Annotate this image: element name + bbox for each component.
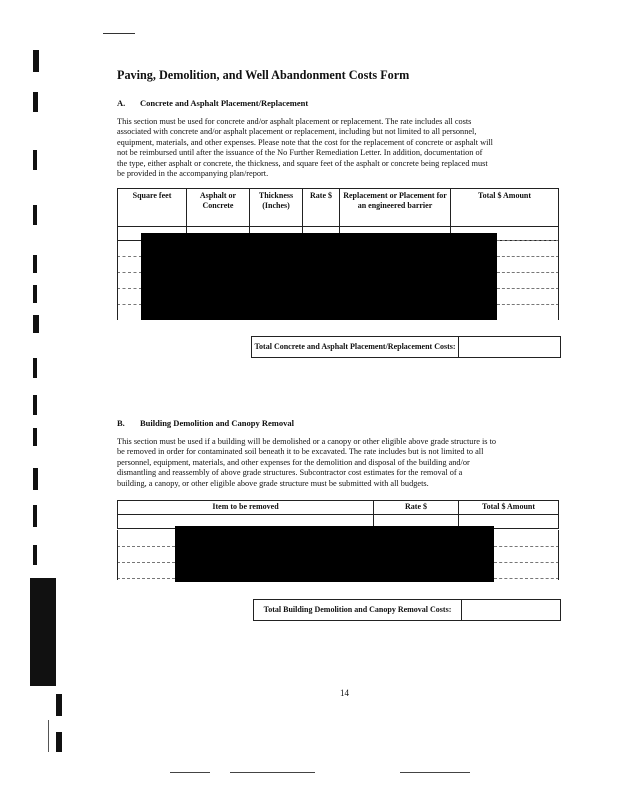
col-header-total-amount: Total $ Amount (459, 501, 559, 515)
section-b-letter: B. (117, 418, 125, 428)
section-a-total-box (251, 336, 561, 358)
scan-mark (33, 150, 37, 170)
section-a-heading: Concrete and Asphalt Placement/Replacement (140, 98, 309, 108)
row-line (117, 546, 175, 547)
row-line (497, 240, 559, 241)
paragraph-line: not be reimbursed until after the issuance of the No Further Remediation Letter. In addition, documentation of (117, 148, 483, 158)
table-right-border (558, 530, 559, 580)
table-left-border (117, 530, 118, 580)
scan-mark (33, 505, 37, 527)
section-b-table (117, 500, 559, 529)
row-line (117, 578, 175, 579)
row-line (117, 304, 142, 305)
scan-mark (48, 720, 49, 752)
scan-mark (33, 315, 39, 333)
footer-rule (170, 772, 210, 773)
paragraph-line: This section must be used if a building will be demolished or a canopy or other eligible above grade structure is to (117, 437, 497, 446)
col-header-item-to-be-removed: Item to be removed (118, 501, 374, 515)
section-a-letter: A. (117, 98, 126, 108)
footer-rule (230, 772, 315, 773)
paragraph-line: building, a canopy, or other eligible above grade structure must be submitted with all budgets. (117, 478, 429, 488)
section-b-total-value[interactable] (462, 600, 560, 620)
row-line (494, 562, 559, 563)
scan-mark (33, 205, 37, 225)
paragraph-line: dismantling and reassembly of above grade structures. Subcontractor cost estimates for the removal of a (117, 468, 463, 478)
row-line (117, 288, 142, 289)
col-header-total-amount: Total $ Amount (451, 189, 559, 227)
scan-mark (33, 395, 37, 415)
col-header-square-feet: Square feet (118, 189, 187, 227)
col-header-replacement-or-placement: Replacement or Placement for an engineered barrier (340, 189, 451, 227)
col-header-thickness: Thickness (Inches) (250, 189, 303, 227)
row-line (497, 304, 559, 305)
scan-mark (33, 545, 37, 565)
row-line (117, 256, 142, 257)
row-line (117, 272, 142, 273)
scan-mark (56, 694, 62, 716)
scan-mark (33, 50, 39, 72)
section-a-paragraph (117, 117, 557, 179)
row-line (494, 546, 559, 547)
header-rule (103, 33, 135, 34)
paragraph-line: personnel, equipment, materials, and other expenses for the demolition and disposal of the building and/or (117, 457, 470, 467)
scan-mark (33, 468, 38, 490)
paragraph-line: be removed in order for contaminated soil beneath it to be excavated. The rate includes but is not limited to all (117, 447, 484, 457)
scan-mark (33, 285, 37, 303)
section-b-heading: Building Demolition and Canopy Removal (140, 418, 294, 428)
table-left-border (117, 240, 118, 320)
col-header-rate: Rate $ (374, 501, 459, 515)
footer-rule (400, 772, 470, 773)
paragraph-line: equipment, materials, and other expenses. Please note that the cost for the replacement of concrete or asphalt will (117, 137, 493, 147)
section-a-total-label: Total Concrete and Asphalt Placement/Replacement Costs: (252, 337, 459, 357)
page-number: 14 (340, 688, 349, 698)
scan-mark (33, 428, 37, 446)
col-header-rate: Rate $ (303, 189, 340, 227)
redaction-block (141, 233, 497, 320)
row-line (117, 562, 175, 563)
paragraph-line: be provided in the accompanying plan/report. (117, 169, 269, 179)
paragraph-line: the type, either asphalt or concrete, the thickness, and square feet of the asphalt or concrete being replaced must (117, 158, 488, 168)
section-b-paragraph (117, 437, 557, 489)
scan-mark (33, 255, 37, 273)
row-line (497, 256, 559, 257)
section-b-total-label: Total Building Demolition and Canopy Removal Costs: (254, 600, 462, 620)
row-line (497, 272, 559, 273)
redaction-block (175, 526, 494, 582)
table-right-border (558, 240, 559, 320)
row-line (497, 288, 559, 289)
col-header-asphalt-or-concrete: Asphalt or Concrete (187, 189, 250, 227)
row-line (494, 578, 559, 579)
scan-mark (56, 732, 62, 752)
page-title: Paving, Demolition, and Well Abandonment Costs Form (117, 68, 410, 82)
scan-mark (33, 358, 37, 378)
paragraph-line: This section must be used for concrete and/or asphalt placement or replacement. The rate includes all costs (117, 117, 472, 126)
paragraph-line: associated with concrete and/or asphalt placement or replacement, including but not limited to all personnel, (117, 127, 477, 137)
scan-mark (33, 92, 38, 112)
section-b-total-box (253, 599, 561, 621)
scan-mark (30, 578, 56, 686)
section-a-total-value[interactable] (459, 337, 560, 357)
